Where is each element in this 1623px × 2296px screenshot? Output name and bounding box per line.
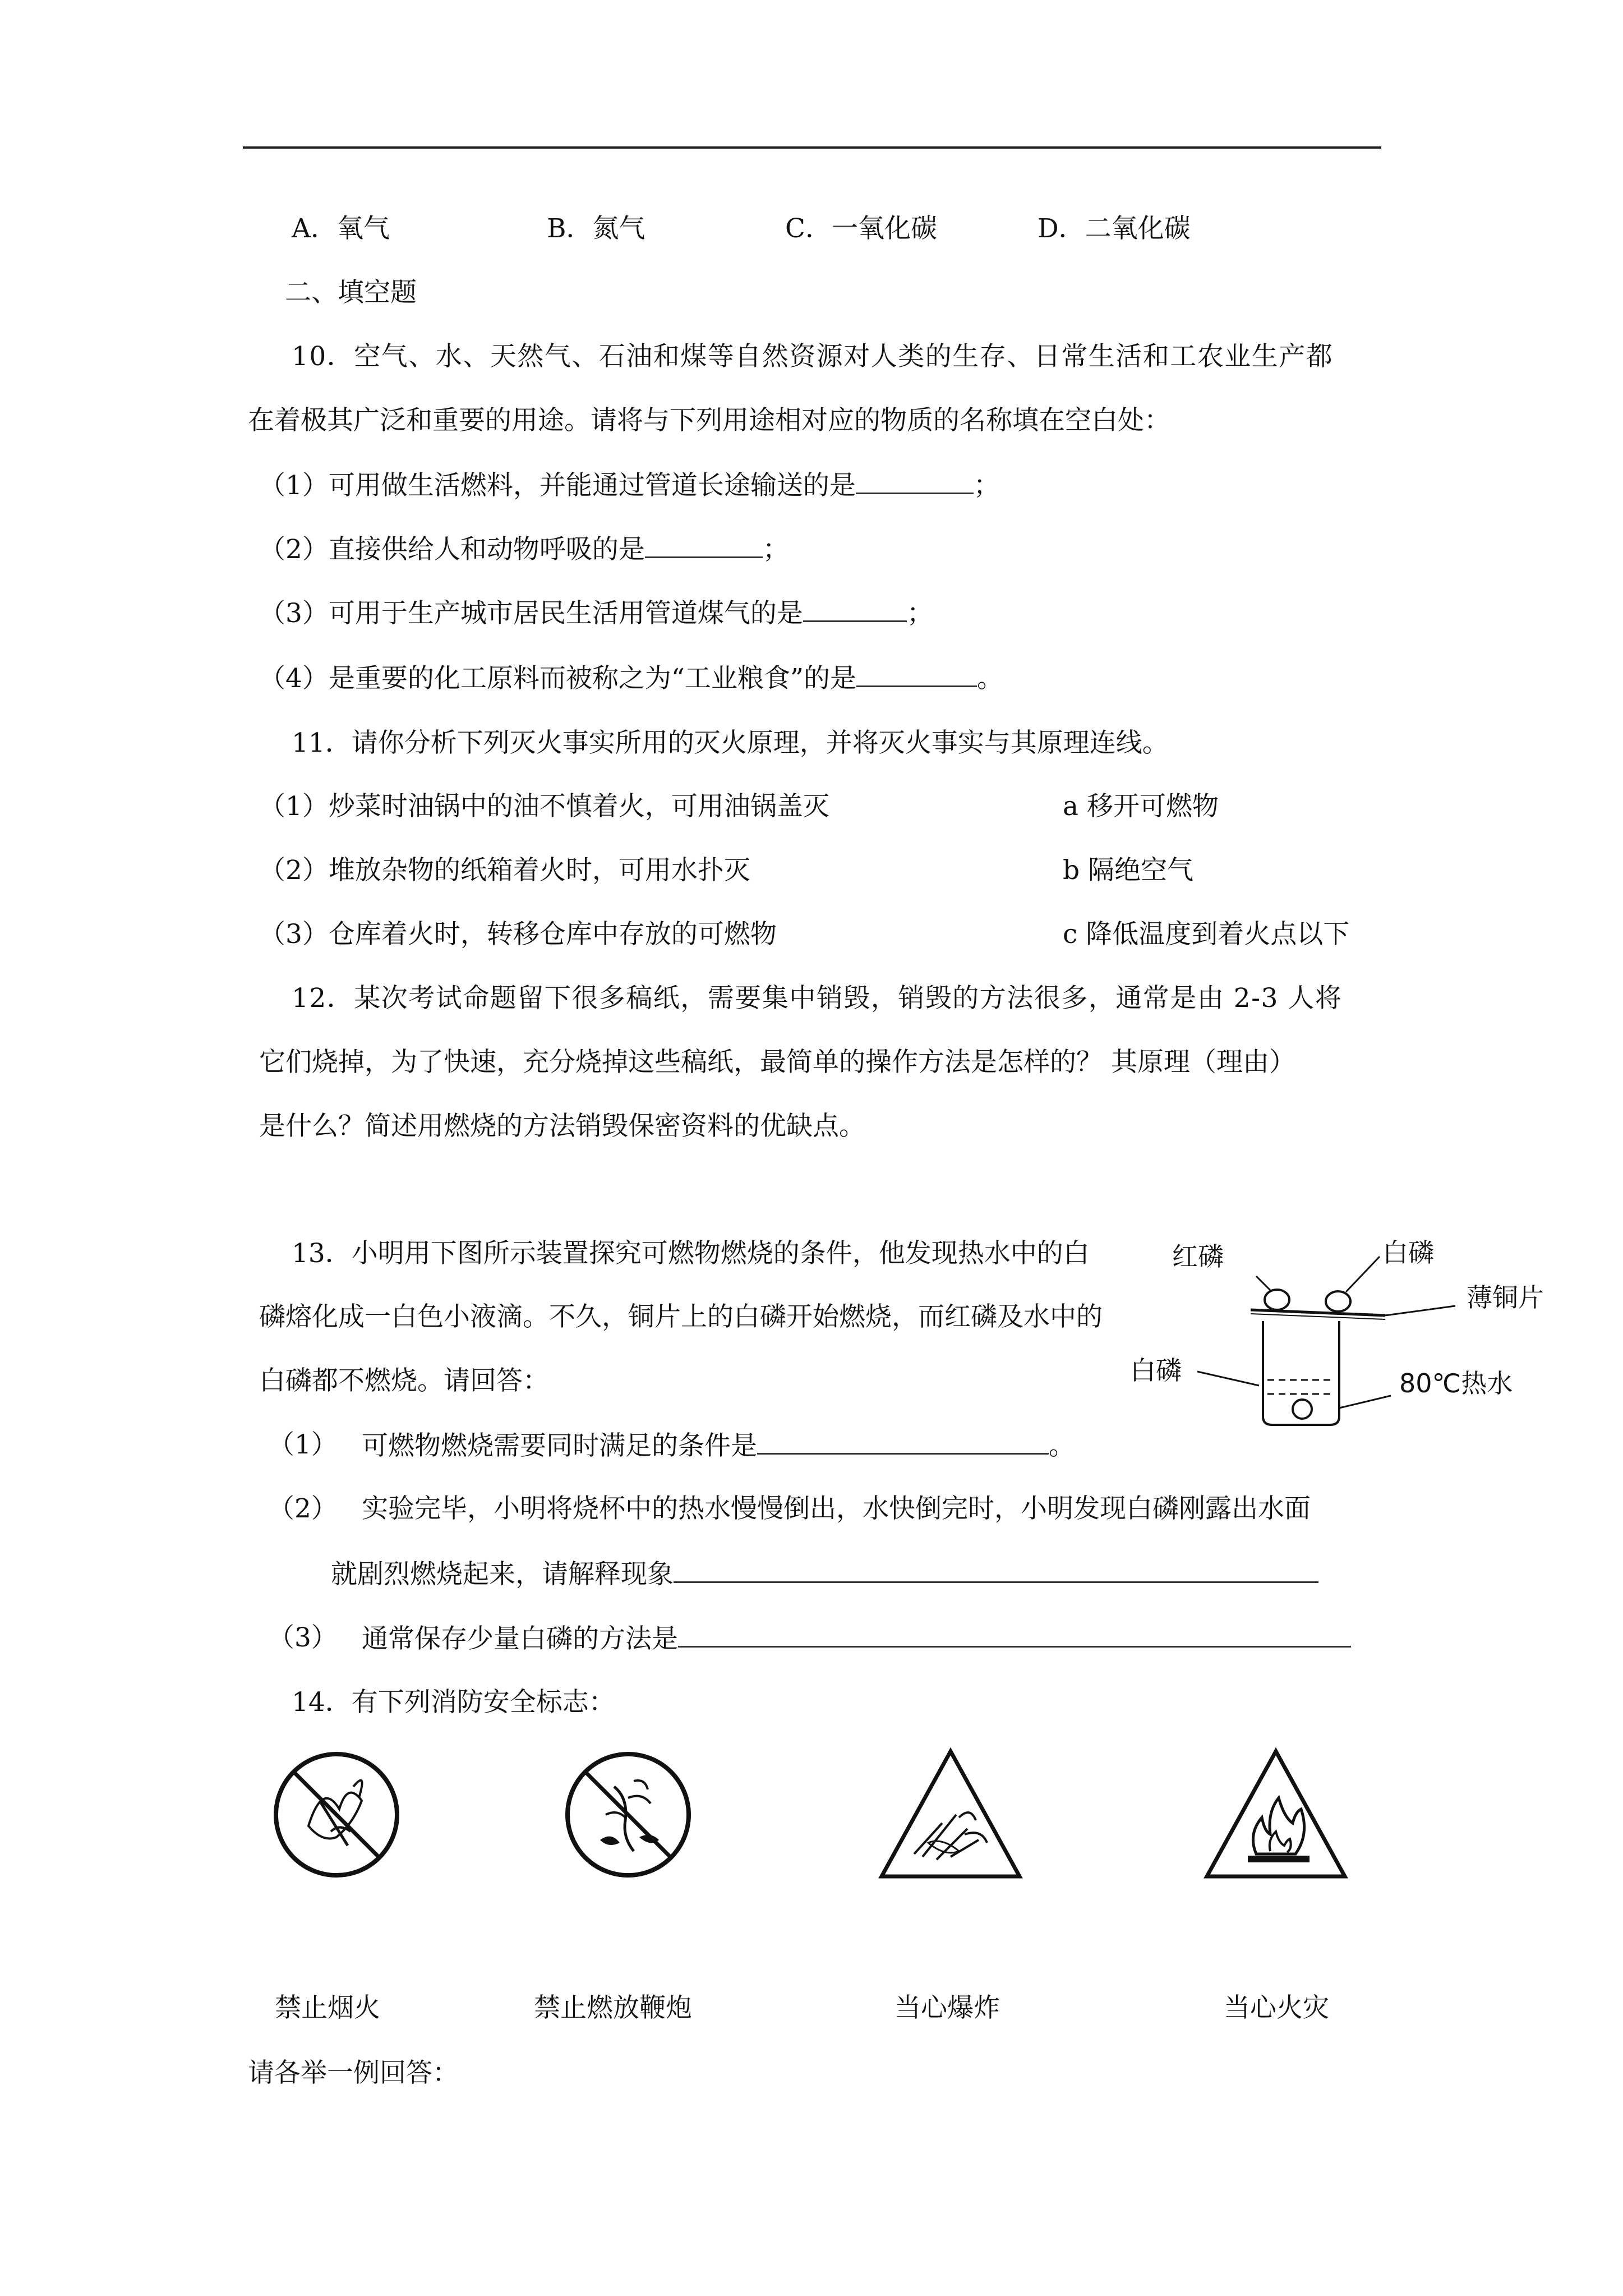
q10-stem-line2: 在着极其广泛和重要的用途。请将与下列用途相对应的物质的名称填在空白处： [248, 405, 1170, 436]
section-heading: 二、填空题 [285, 277, 417, 308]
q11-principle-a: a 移开可燃物 [1063, 791, 1219, 822]
q10-item-1: （1）可用做生活燃料，并能通过管道长途输送的是 ； [259, 468, 1000, 503]
q11-stem: 11．请你分析下列灭火事实所用的灭火原理，并将灭火事实与其原理连线。 [292, 728, 1169, 758]
option-d: D．二氧化碳 [1038, 213, 1191, 244]
q13-line2: 磷熔化成一白色小液滴。不久，铜片上的白磷开始燃烧，而红磷及水中的 [259, 1301, 1103, 1332]
q11-fact-1: （1）炒菜时油锅中的油不慎着火，可用油锅盖灭 [259, 791, 829, 822]
q11-fact-2: （2）堆放杂物的纸箱着火时，可用水扑灭 [259, 855, 750, 886]
option-c: C．一氧化碳 [785, 213, 937, 244]
no-open-flame-sign-icon [269, 1747, 404, 1882]
sign-caption-1: 禁止烟火 [275, 1993, 380, 2023]
q14-footer: 请各举一例回答： [248, 2058, 459, 2088]
q11-principle-c: c 降低温度到着火点以下 [1063, 919, 1350, 950]
fire-warning-sign-icon [1200, 1745, 1352, 1885]
q13-sub1-number: （1） [268, 1429, 338, 1460]
answer-blank[interactable] [803, 596, 907, 622]
answer-blank[interactable] [856, 661, 977, 687]
q10-stem-line1: 10．空气、水、天然气、石油和煤等自然资源对人类的生存、日常生活和工农业生产都 [292, 341, 1334, 372]
q13-sub3: 通常保存少量白磷的方法是 [362, 1621, 1351, 1656]
q12-line3: 是什么？简述用燃烧的方法销毁保密资料的优缺点。 [259, 1111, 865, 1142]
label-white-phosphorus-top: 白磷 [1382, 1237, 1434, 1268]
q12-line2: 它们烧掉，为了快速，充分烧掉这些稿纸，最简单的操作方法是怎样的？ 其原理（理由） [259, 1047, 1295, 1078]
q10-item-4: （4）是重要的化工原料而被称之为“工业粮食”的是 。 [259, 661, 1003, 696]
sign-caption-2: 禁止燃放鞭炮 [534, 1993, 692, 2023]
label-red-phosphorus: 红磷 [1172, 1241, 1224, 1272]
answer-blank[interactable] [678, 1621, 1351, 1648]
option-b: B．氮气 [547, 213, 645, 244]
q13-line1: 13．小明用下图所示装置探究可燃物燃烧的条件，他发现热水中的白 [292, 1238, 1090, 1269]
label-copper-sheet: 薄铜片 [1467, 1282, 1544, 1313]
q10-item-3: （3）可用于生产城市居民生活用管道煤气的是 ； [259, 596, 933, 631]
q11-fact-3: （3）仓库着火时，转移仓库中存放的可燃物 [259, 919, 777, 950]
label-white-phosphorus-water: 白磷 [1130, 1355, 1182, 1386]
q13-sub3-number: （3） [268, 1622, 338, 1653]
option-a: A．氧气 [292, 213, 390, 244]
q14-stem: 14．有下列消防安全标志： [292, 1687, 615, 1718]
header-rule [243, 146, 1381, 149]
answer-blank[interactable] [856, 468, 974, 494]
explosion-warning-sign-icon [875, 1745, 1026, 1885]
answer-blank[interactable] [645, 532, 763, 558]
q13-sub2-line2: 就剧烈燃烧起来，请解释现象 [331, 1557, 1318, 1591]
q13-line3: 白磷都不燃烧。请回答： [259, 1365, 549, 1396]
sign-caption-4: 当心火灾 [1224, 1993, 1329, 2023]
label-hot-water: 80℃热水 [1399, 1368, 1513, 1398]
q13-sub2-number: （2） [268, 1493, 338, 1524]
q10-item-2: （2）直接供给人和动物呼吸的是 ； [259, 532, 789, 567]
q13-sub1: 可燃物燃烧需要同时满足的条件是 。 [362, 1428, 1075, 1463]
answer-blank[interactable] [757, 1428, 1049, 1455]
sign-caption-3: 当心爆炸 [895, 1993, 1000, 2023]
q12-line1: 12．某次考试命题留下很多稿纸，需要集中销毁，销毁的方法很多，通常是由 2-3 人将 [292, 983, 1343, 1014]
no-firecrackers-sign-icon [561, 1747, 695, 1882]
q11-principle-b: b 隔绝空气 [1063, 855, 1194, 886]
answer-blank[interactable] [674, 1557, 1318, 1583]
q13-sub2-line1: 实验完毕，小明将烧杯中的热水慢慢倒出，水快倒完时，小明发现白磷刚露出水面 [362, 1493, 1311, 1524]
